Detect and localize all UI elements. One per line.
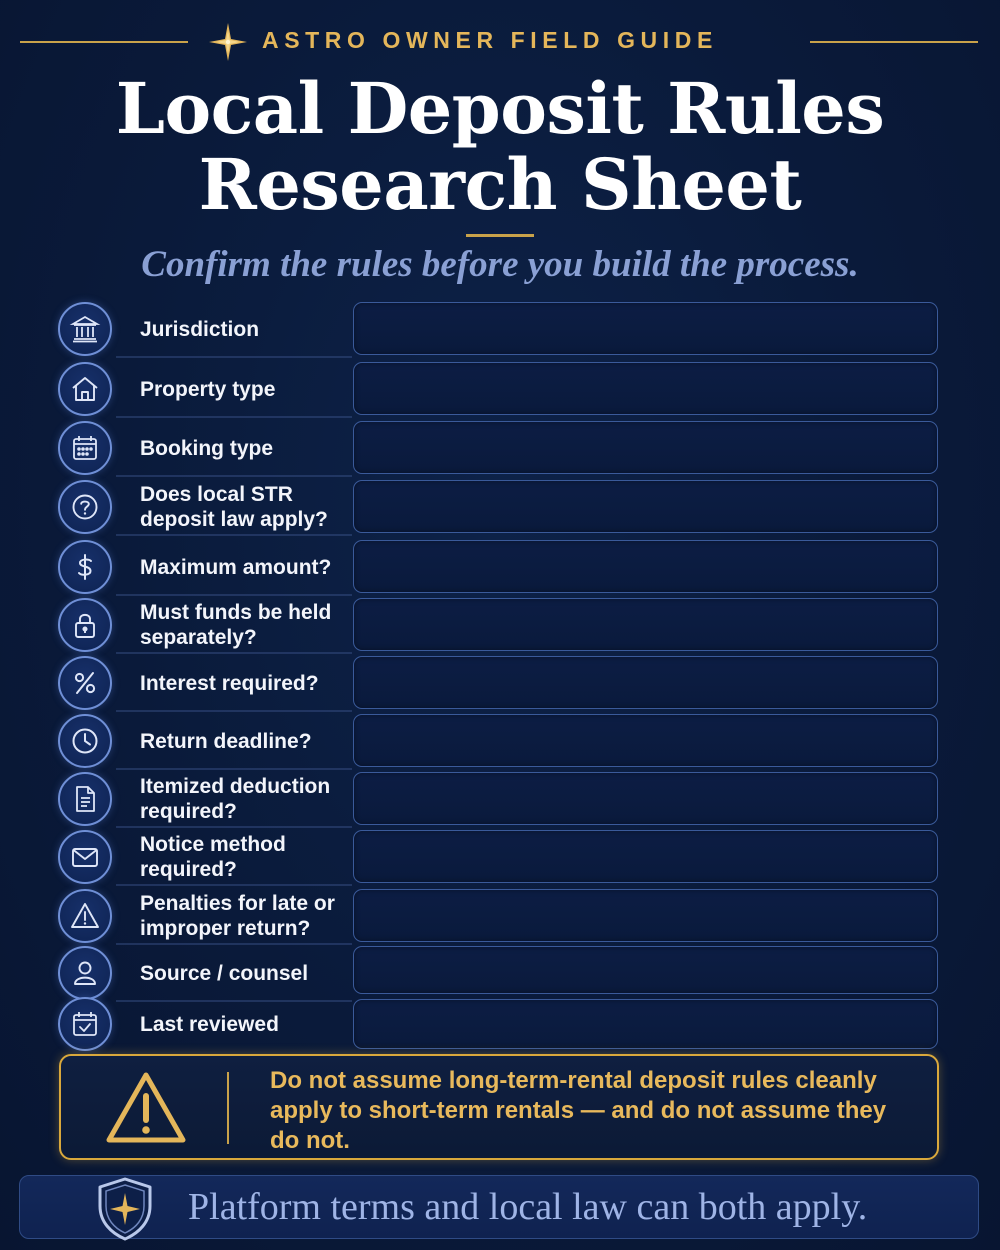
booking-type-field[interactable] [353,421,938,474]
lock-icon [58,598,112,652]
question-icon [58,480,112,534]
row-source-counsel [56,945,940,1001]
funds-held-separately-field[interactable] [353,598,938,651]
row-label: Does local STR deposit law apply? [140,483,328,531]
page-subtitle: Confirm the rules before you build the process. [141,244,859,285]
house-icon [58,362,112,416]
footer-text: Platform terms and local law can both apply. [188,1186,868,1228]
row-label: Notice method required? [140,833,286,881]
envelope-icon [58,830,112,884]
row-jurisdiction [56,301,940,357]
row-maximum-amount [56,539,940,595]
row-label: Penalties for late or improper return? [140,892,335,940]
source-counsel-field[interactable] [353,946,938,994]
warning-callout [59,1054,939,1160]
row-divider [116,884,352,886]
warning-triangle-icon [105,1070,187,1146]
row-divider [116,416,352,418]
footer-banner [19,1175,979,1239]
row-label: Interest required? [140,671,319,695]
warning-icon [58,889,112,943]
penalties-field[interactable] [353,889,938,942]
row-label: Itemized deduction required? [140,775,331,823]
row-divider [116,826,352,828]
page-title-line-1: Local Deposit Rules [115,67,885,150]
jurisdiction-field[interactable] [353,302,938,355]
row-divider [116,534,352,536]
row-divider [116,594,352,596]
last-reviewed-field[interactable] [353,999,938,1049]
calendar-check-icon [58,997,112,1051]
row-label: Jurisdiction [140,317,260,341]
str-law-applies-field[interactable] [353,480,938,533]
row-divider [116,710,352,712]
person-icon [58,946,112,1000]
row-property-type [56,361,940,417]
row-label: Maximum amount? [140,555,332,579]
clock-icon [58,714,112,768]
calendar-icon [58,421,112,475]
row-funds-held-separately [56,597,940,653]
itemized-deduction-field[interactable] [353,772,938,825]
row-divider [116,652,352,654]
maximum-amount-field[interactable] [353,540,938,593]
eyebrow-text: ASTRO OWNER FIELD GUIDE [262,27,718,53]
row-label: Source / counsel [140,961,309,985]
page-title-line-2: Research Sheet [198,143,802,226]
row-label: Booking type [140,436,274,460]
shield-star-icon [94,1176,156,1242]
row-divider [116,356,352,358]
row-label: Last reviewed [140,1012,279,1036]
row-penalties [56,888,940,944]
row-label: Property type [140,377,276,401]
row-return-deadline [56,713,940,769]
row-label: Must funds be held separately? [140,601,332,649]
row-label: Return deadline? [140,729,312,753]
row-notice-method [56,829,940,885]
row-itemized-deduction [56,771,940,827]
notice-method-field[interactable] [353,830,938,883]
percent-icon [58,656,112,710]
warning-divider [227,1072,229,1144]
row-divider [116,768,352,770]
document-icon [58,772,112,826]
warning-text: Do not assume long-term-rental deposit rules cleanly apply to short-term rentals — and do not assume they do not. [270,1067,887,1154]
interest-required-field[interactable] [353,656,938,709]
return-deadline-field[interactable] [353,714,938,767]
dollar-icon [58,540,112,594]
row-last-reviewed [56,996,940,1052]
property-type-field[interactable] [353,362,938,415]
row-divider [116,475,352,477]
courthouse-icon [58,302,112,356]
row-str-law-applies [56,479,940,535]
row-booking-type [56,420,940,476]
row-interest-required [56,655,940,711]
